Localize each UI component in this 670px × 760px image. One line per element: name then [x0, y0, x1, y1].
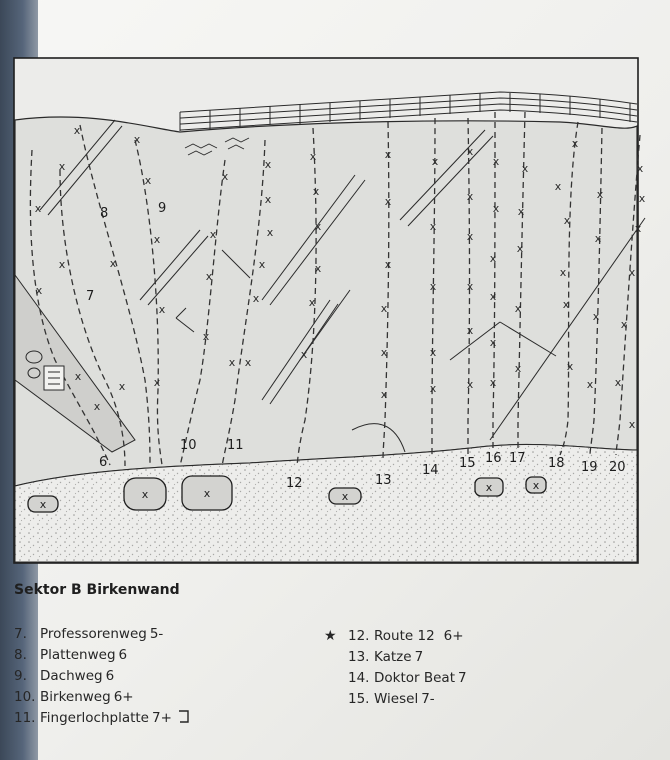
route-label-9: 9	[158, 201, 167, 216]
svg-text:x: x	[109, 257, 117, 270]
svg-text:x: x	[244, 356, 252, 369]
route-name: Doktor Beat	[374, 670, 455, 686]
svg-text:x: x	[266, 226, 274, 239]
route-entry-12	[324, 626, 467, 647]
route-number: 13.	[348, 649, 370, 665]
route-label-14: 14	[422, 463, 439, 478]
route-number: 9.	[14, 668, 27, 684]
route-grade: 6+	[443, 628, 464, 644]
svg-text:x: x	[466, 324, 474, 337]
svg-text:x: x	[380, 346, 388, 359]
svg-text:x: x	[489, 376, 497, 389]
svg-text:x: x	[74, 370, 82, 383]
route-label-11: 11	[227, 438, 244, 453]
route-entry-9	[14, 666, 191, 687]
svg-text:x: x	[205, 270, 213, 283]
svg-text:x: x	[153, 233, 161, 246]
svg-text:x: x	[514, 362, 522, 375]
route-label-7: 7	[86, 289, 95, 304]
svg-text:x: x	[58, 258, 66, 271]
svg-text:x: x	[141, 488, 149, 501]
svg-text:x: x	[485, 481, 493, 494]
svg-text:x: x	[466, 280, 474, 293]
route-number: 14.	[348, 670, 370, 686]
route-number: 12.	[348, 628, 370, 644]
svg-text:x: x	[228, 356, 236, 369]
svg-text:x: x	[614, 376, 622, 389]
route-name: Fingerlochplatte	[40, 710, 149, 726]
route-label-17: 17	[509, 451, 526, 466]
svg-text:x: x	[118, 380, 126, 393]
svg-text:x: x	[492, 155, 500, 168]
svg-text:x: x	[636, 162, 644, 175]
svg-text:x: x	[384, 258, 392, 271]
handwritten-tick-icon	[177, 709, 191, 725]
svg-text:x: x	[144, 174, 152, 187]
route-grade: 6	[105, 668, 115, 684]
svg-text:x: x	[209, 228, 217, 241]
route-grade: 5-	[149, 626, 164, 642]
svg-text:x: x	[380, 388, 388, 401]
route-number: 11.	[14, 710, 36, 726]
route-grade: 6+	[113, 689, 134, 705]
svg-text:x: x	[312, 185, 320, 198]
svg-text:x: x	[466, 190, 474, 203]
svg-text:x: x	[429, 220, 437, 233]
route-label-10: 10	[180, 438, 197, 453]
route-label-12: 12	[286, 476, 303, 491]
route-grade: 7+	[152, 710, 172, 726]
svg-text:x: x	[39, 498, 47, 511]
route-entry-8	[14, 645, 191, 666]
svg-text:x: x	[489, 336, 497, 349]
route-name: Wiesel	[374, 691, 419, 707]
route-name: Dachweg	[40, 668, 103, 684]
svg-text:x: x	[264, 193, 272, 206]
svg-text:x: x	[384, 195, 392, 208]
route-label-20: 20	[609, 460, 626, 475]
route-name: Katze	[374, 649, 412, 665]
svg-text:x: x	[309, 150, 317, 163]
route-label-15: 15	[459, 456, 476, 471]
svg-text:x: x	[429, 346, 437, 359]
route-name: Birkenweg	[40, 689, 111, 705]
svg-text:x: x	[489, 252, 497, 265]
svg-text:x: x	[562, 298, 570, 311]
sector-title: Sektor B Birkenwand	[14, 582, 180, 598]
svg-text:x: x	[264, 158, 272, 171]
svg-text:x: x	[252, 292, 260, 305]
svg-text:x: x	[384, 148, 392, 161]
svg-text:x: x	[586, 378, 594, 391]
svg-text:x: x	[532, 479, 540, 492]
route-grade: 7-	[421, 691, 435, 707]
route-label-19: 19	[581, 460, 598, 475]
route-label-16: 16	[485, 451, 502, 466]
route-name: Professorenweg	[40, 626, 147, 642]
route-label-18: 18	[548, 456, 565, 471]
route-grade: 6	[118, 647, 128, 663]
route-number: 15.	[348, 691, 370, 707]
svg-text:x: x	[308, 296, 316, 309]
route-label-13: 13	[375, 473, 392, 488]
route-entry-7	[14, 624, 191, 645]
route-number: 8.	[14, 647, 27, 663]
svg-text:x: x	[300, 348, 308, 361]
svg-text:x: x	[514, 302, 522, 315]
svg-text:x: x	[466, 230, 474, 243]
svg-text:x: x	[620, 318, 628, 331]
svg-text:x: x	[429, 280, 437, 293]
svg-text:x: x	[133, 133, 141, 146]
svg-text:x: x	[559, 266, 567, 279]
route-legend-right	[324, 626, 467, 710]
route-entry-14	[328, 668, 467, 689]
route-name: Plattenweg	[40, 647, 116, 663]
svg-text:x: x	[258, 258, 266, 271]
svg-text:x: x	[466, 145, 474, 158]
svg-text:x: x	[58, 160, 66, 173]
svg-text:x: x	[35, 284, 43, 297]
svg-text:x: x	[341, 490, 349, 503]
svg-text:x: x	[521, 162, 529, 175]
svg-text:x: x	[563, 214, 571, 227]
svg-text:x: x	[596, 188, 604, 201]
svg-text:x: x	[153, 376, 161, 389]
svg-text:x: x	[592, 310, 600, 323]
svg-text:x: x	[628, 266, 636, 279]
svg-text:x: x	[203, 487, 211, 500]
svg-text:x: x	[489, 290, 497, 303]
star-icon: ★	[324, 628, 337, 644]
svg-text:x: x	[93, 400, 101, 413]
svg-text:x: x	[566, 360, 574, 373]
svg-text:x: x	[314, 220, 322, 233]
route-label-8: 8	[100, 206, 109, 221]
svg-text:x: x	[594, 232, 602, 245]
svg-text:x: x	[492, 202, 500, 215]
svg-text:x: x	[202, 330, 210, 343]
route-entry-13	[328, 647, 467, 668]
route-entry-11	[14, 708, 191, 729]
svg-text:x: x	[380, 302, 388, 315]
svg-text:x: x	[466, 378, 474, 391]
svg-text:x: x	[628, 418, 636, 431]
svg-text:x: x	[34, 202, 42, 215]
svg-text:x: x	[158, 303, 166, 316]
svg-text:x: x	[638, 192, 646, 205]
route-label-6: 6	[99, 455, 108, 470]
route-legend-left	[14, 624, 191, 729]
svg-text:x: x	[554, 180, 562, 193]
route-grade: 7	[458, 670, 467, 686]
route-entry-10	[14, 687, 191, 708]
svg-text:x: x	[221, 170, 229, 183]
svg-text:x: x	[429, 382, 437, 395]
svg-text:x: x	[431, 155, 439, 168]
svg-text:x: x	[516, 242, 524, 255]
svg-text:x: x	[517, 205, 525, 218]
svg-text:x: x	[634, 222, 642, 235]
svg-text:x: x	[314, 262, 322, 275]
svg-text:x: x	[571, 137, 579, 150]
svg-text:x: x	[73, 124, 81, 137]
route-name: Route 12	[374, 628, 435, 644]
route-number: 7.	[14, 626, 27, 642]
route-number: 10.	[14, 689, 36, 705]
route-entry-15	[328, 689, 467, 710]
route-grade: 7	[414, 649, 424, 665]
